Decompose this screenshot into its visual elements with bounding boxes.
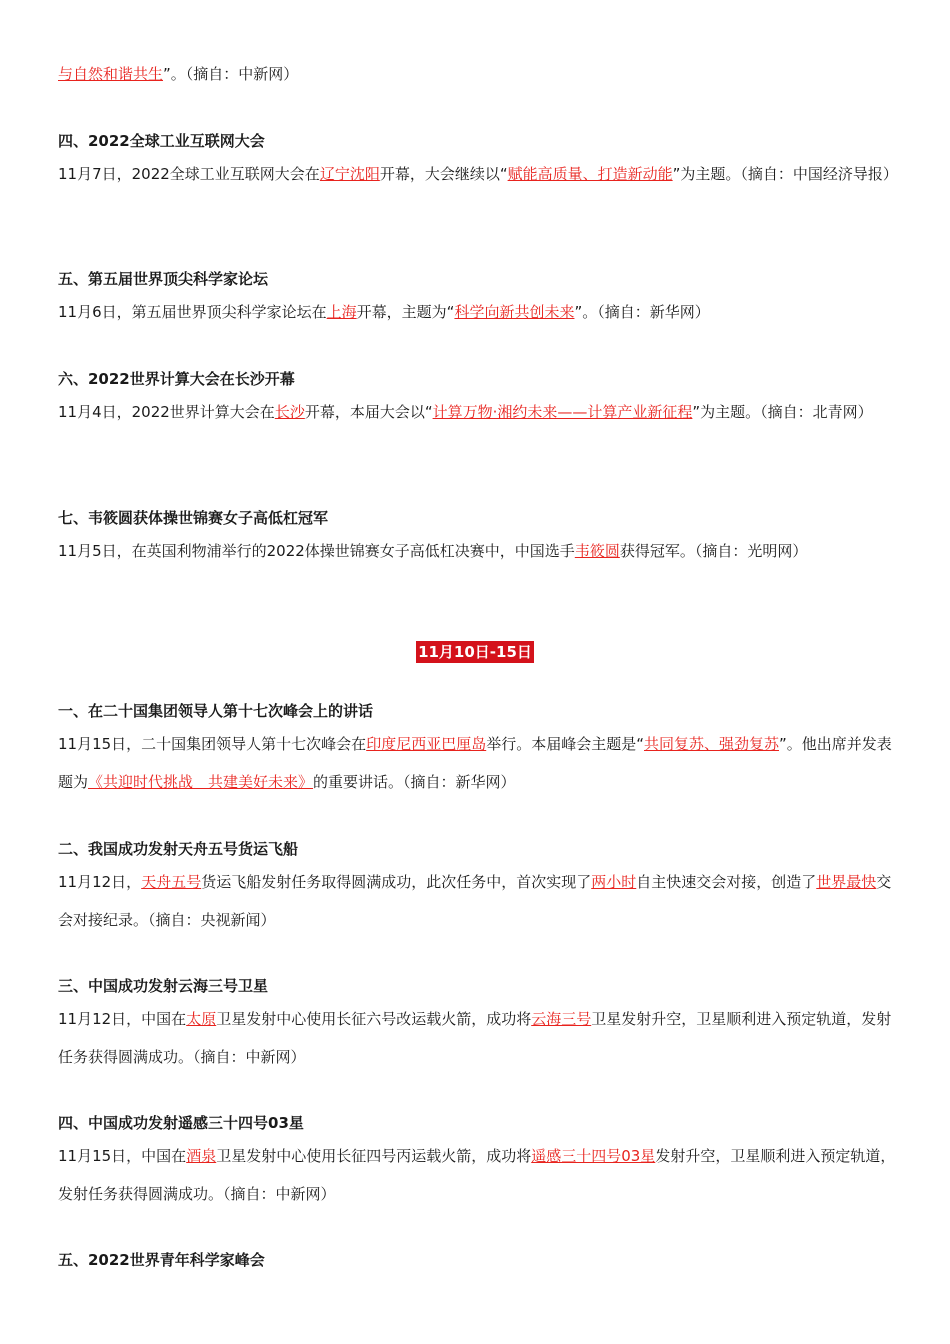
- plain-text: ”为主题。（摘自：北青网）: [692, 403, 873, 421]
- highlight-text: 两小时: [591, 873, 637, 891]
- news-item: [58, 1250, 898, 1270]
- highlight-text: 天舟五号: [141, 873, 202, 891]
- news-item: [58, 839, 898, 939]
- news-heading: 四、2022全球工业互联网大会: [58, 132, 265, 150]
- news-heading: 一、在二十国集团领导人第十七次峰会上的讲话: [58, 702, 374, 720]
- plain-text: 的重要讲话。（摘自：新华网）: [313, 773, 516, 791]
- news-heading: 五、第五届世界顶尖科学家论坛: [58, 270, 269, 288]
- plain-text: 交会对接纪录。（摘自：央视新闻）: [58, 873, 892, 929]
- plain-text: 卫星发射中心使用长征四号丙运载火箭，成功将: [216, 1147, 532, 1165]
- section-title: [0, 641, 950, 663]
- highlight-text: 酒泉: [186, 1147, 217, 1165]
- plain-text: 货运飞船发射任务取得圆满成功，此次任务中，首次实现了: [201, 873, 592, 891]
- plain-text: 开幕，大会继续以“: [379, 165, 508, 183]
- highlight-text: 长沙: [274, 403, 305, 421]
- news-heading: 三、中国成功发射云海三号卫星: [58, 977, 269, 995]
- news-item: [58, 131, 898, 193]
- news-body: [58, 863, 898, 939]
- plain-text: ”为主题。（摘自：中国经济导报）: [672, 165, 898, 183]
- news-item: [58, 508, 898, 570]
- plain-text: 11月5日，在英国利物浦举行的2022体操世锦赛女子高低杠决赛中，中国选手: [58, 542, 575, 560]
- highlight-text: 上海: [326, 303, 357, 321]
- highlight-text: 《共迎时代挑战 共建美好未来》: [88, 773, 314, 791]
- highlight-text: 辽宁沈阳: [319, 165, 380, 183]
- news-heading: 五、2022世界青年科学家峰会: [58, 1251, 265, 1269]
- plain-text: 自主快速交会对接，创造了: [636, 873, 817, 891]
- news-body: [58, 725, 898, 801]
- news-item: [58, 369, 898, 431]
- highlight-text: 遥感三十四号03星: [531, 1147, 656, 1165]
- news-item: [58, 269, 898, 331]
- news-body: [58, 1137, 898, 1213]
- intro-paragraph: [58, 55, 898, 93]
- highlight-text: 科学向新共创未来: [454, 303, 575, 321]
- plain-text: 11月6日，第五届世界顶尖科学家论坛在: [58, 303, 327, 321]
- plain-text: ”。（摘自：中新网）: [163, 65, 299, 83]
- news-body: [58, 155, 898, 193]
- plain-text: 举行。本届峰会主题是“: [486, 735, 644, 753]
- highlight-text: 韦筱圆: [574, 542, 620, 560]
- highlight-text: 与自然和谐共生: [58, 65, 164, 83]
- section-title-label: 11月10日-15日: [418, 643, 532, 661]
- highlight-text: 印度尼西亚巴厘岛: [366, 735, 487, 753]
- highlight-text: 太原: [186, 1010, 217, 1028]
- news-heading: 七、韦筱圆获体操世锦赛女子高低杠冠军: [58, 509, 329, 527]
- plain-text: 11月12日，: [58, 873, 142, 891]
- intro-text: [58, 55, 898, 93]
- news-heading: 四、中国成功发射遥感三十四号03星: [58, 1114, 304, 1132]
- highlight-text: 世界最快: [816, 873, 877, 891]
- news-body: [58, 293, 898, 331]
- news-heading: 二、我国成功发射天舟五号货运飞船: [58, 840, 299, 858]
- plain-text: ”。（摘自：新华网）: [574, 303, 710, 321]
- highlight-text: 赋能高质量、打造新动能: [507, 165, 673, 183]
- plain-text: ”。他出席并发表题为: [58, 735, 892, 791]
- highlight-text: 云海三号: [531, 1010, 592, 1028]
- news-body: [58, 532, 898, 570]
- highlight-text: 共同复苏、强劲复苏: [643, 735, 779, 753]
- news-heading: 六、2022世界计算大会在长沙开幕: [58, 370, 295, 388]
- news-body: [58, 393, 898, 431]
- highlight-text: 计算万物·湘约未来——计算产业新征程: [432, 403, 693, 421]
- news-item: [58, 701, 898, 801]
- plain-text: 发射升空，卫星顺利进入预定轨道，发射任务获得圆满成功。（摘自：中新网）: [58, 1147, 896, 1203]
- plain-text: 11月15日，中国在: [58, 1147, 187, 1165]
- news-body: [58, 1000, 898, 1076]
- plain-text: 开幕，主题为“: [356, 303, 455, 321]
- plain-text: 开幕，本届大会以“: [304, 403, 433, 421]
- plain-text: 11月15日，二十国集团领导人第十七次峰会在: [58, 735, 367, 753]
- news-item: [58, 976, 898, 1076]
- plain-text: 11月7日，2022全球工业互联网大会在: [58, 165, 320, 183]
- plain-text: 11月4日，2022世界计算大会在: [58, 403, 275, 421]
- news-item: [58, 1113, 898, 1213]
- plain-text: 获得冠军。（摘自：光明网）: [619, 542, 808, 560]
- plain-text: 卫星发射升空，卫星顺利进入预定轨道，发射任务获得圆满成功。（摘自：中新网）: [58, 1010, 892, 1066]
- plain-text: 卫星发射中心使用长征六号改运载火箭，成功将: [216, 1010, 532, 1028]
- plain-text: 11月12日，中国在: [58, 1010, 187, 1028]
